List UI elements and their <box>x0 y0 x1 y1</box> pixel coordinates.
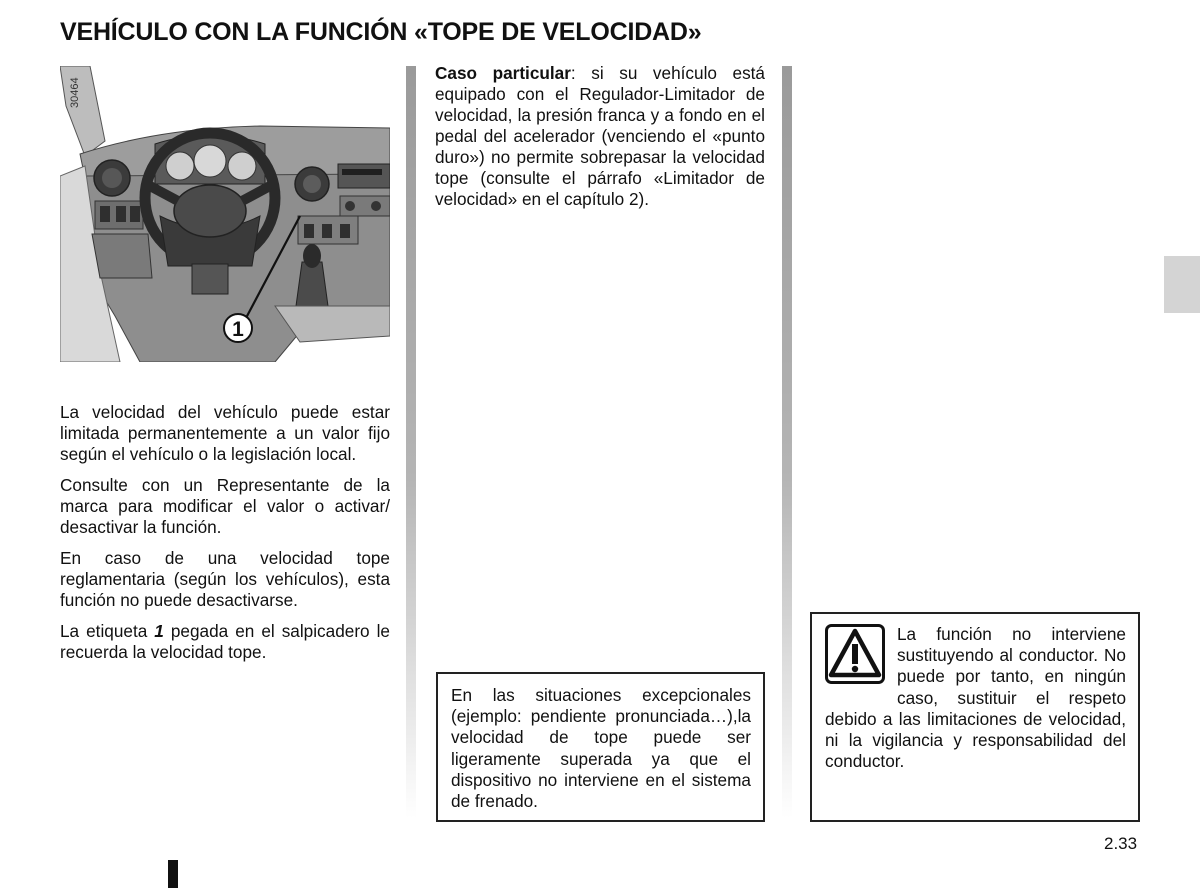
dashboard-illustration <box>60 66 390 362</box>
chapter-tab <box>1164 256 1200 313</box>
page-number: 2.33 <box>1104 834 1138 853</box>
warning-triangle-icon <box>825 624 885 684</box>
special-case-text: : si su vehículo está equipado con el Regulador-Limitador de velocidad, la presión franca y a fondo en el pedal del acelerador (venciendo el «punto duro») no permite sobrepasar la velocidad tope (consulte el párrafo «Limitador de velocidad» en el capítulo 2). <box>435 63 765 209</box>
paragraph: En caso de una velocidad tope reglamentaria (según los vehículos), esta función no puede desactivarse. <box>60 548 390 610</box>
note-text: En las situaciones excepcionales (ejemplo: pendiente pronunciada…),la velocidad de tope puede ser ligeramente superada ya que el dispositivo no interviene en el sistema de frenado. <box>451 685 751 812</box>
warning-box <box>810 612 1140 822</box>
paragraph: La velocidad del vehículo puede estar limitada permanentemente a un valor fijo según el vehículo o la legislación local. <box>60 402 390 464</box>
figure-ref-code: 30464 <box>69 77 81 108</box>
figure-callout-1: 1 <box>232 318 244 341</box>
column-separator-right <box>782 66 792 818</box>
page-title: VEHÍCULO CON LA FUNCIÓN «TOPE DE VELOCIDAD» <box>60 18 702 46</box>
note-box <box>436 672 765 822</box>
paragraph-label: La etiqueta 1 pegada en el salpicadero le recuerda la velocidad tope. <box>60 621 390 662</box>
special-case-paragraph <box>435 63 765 220</box>
left-column-text <box>60 402 390 673</box>
crop-mark <box>168 860 178 888</box>
warning-text: La función no interviene sustituyendo al conductor. No puede por tanto, en ningún caso, sustituir el respeto debido a las limitaciones de velocidad, ni la vigilancia y responsabilidad del conductor. <box>825 624 1126 772</box>
special-case-heading: Caso particular <box>435 63 571 83</box>
label-reference: 1 <box>154 621 164 641</box>
paragraph: Consulte con un Representante de la marca para modificar el valor o activar/ desactivar la función. <box>60 475 390 537</box>
column-separator-left <box>406 66 416 818</box>
